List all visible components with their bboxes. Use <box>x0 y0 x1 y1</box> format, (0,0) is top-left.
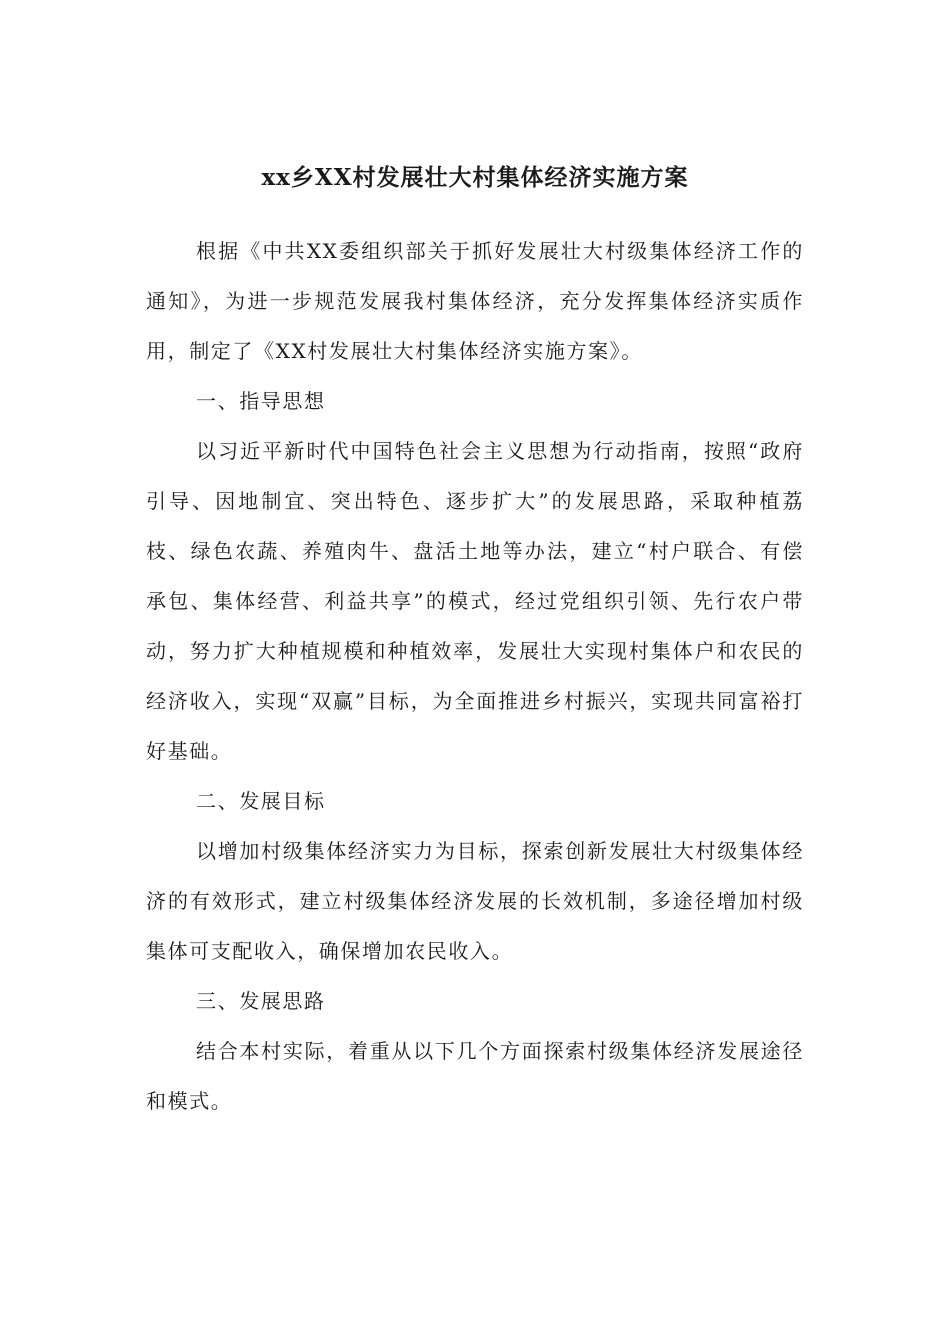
development-goals-paragraph: 以增加村级集体经济实力为目标，探索创新发展壮大村级集体经济的有效形式，建立村级集体经济发展的长效机制，多途径增加村级集体可支配收入，确保增加农民收入。 <box>146 839 804 963</box>
document-body <box>146 226 804 1126</box>
intro-paragraph: 根据《中共XX委组织部关于抓好发展壮大村级集体经济工作的通知》，为进一步规范发展我村集体经济，充分发挥集体经济实质作用，制定了《XX村发展壮大村集体经济实施方案》。 <box>146 239 804 363</box>
section-heading-guiding-ideology: 一、指导思想 <box>196 389 326 413</box>
document-title: xx乡XX村发展壮大村集体经济实施方案 <box>261 164 689 191</box>
development-approach-paragraph: 结合本村实际，着重从以下几个方面探索村级集体经济发展途径和模式。 <box>146 1039 804 1113</box>
section-heading-development-goals: 二、发展目标 <box>196 789 326 813</box>
guiding-ideology-paragraph: 以习近平新时代中国特色社会主义思想为行动指南，按照“政府引导、因地制宜、突出特色、逐步扩大”的发展思路，采取种植荔枝、绿色农蔬、养殖肉牛、盘活土地等办法，建立“村户联合、有偿承包、集体经营、利益共享”的模式，经过党组织引领、先行农户带动，努力扩大种植规模和种植效率，发展壮大实现村集体户和农民的经济收入，实现“双赢”目标，为全面推进乡村振兴，实现共同富裕打好基础。 <box>146 439 804 763</box>
section-heading-development-approach: 三、发展思路 <box>196 989 326 1013</box>
